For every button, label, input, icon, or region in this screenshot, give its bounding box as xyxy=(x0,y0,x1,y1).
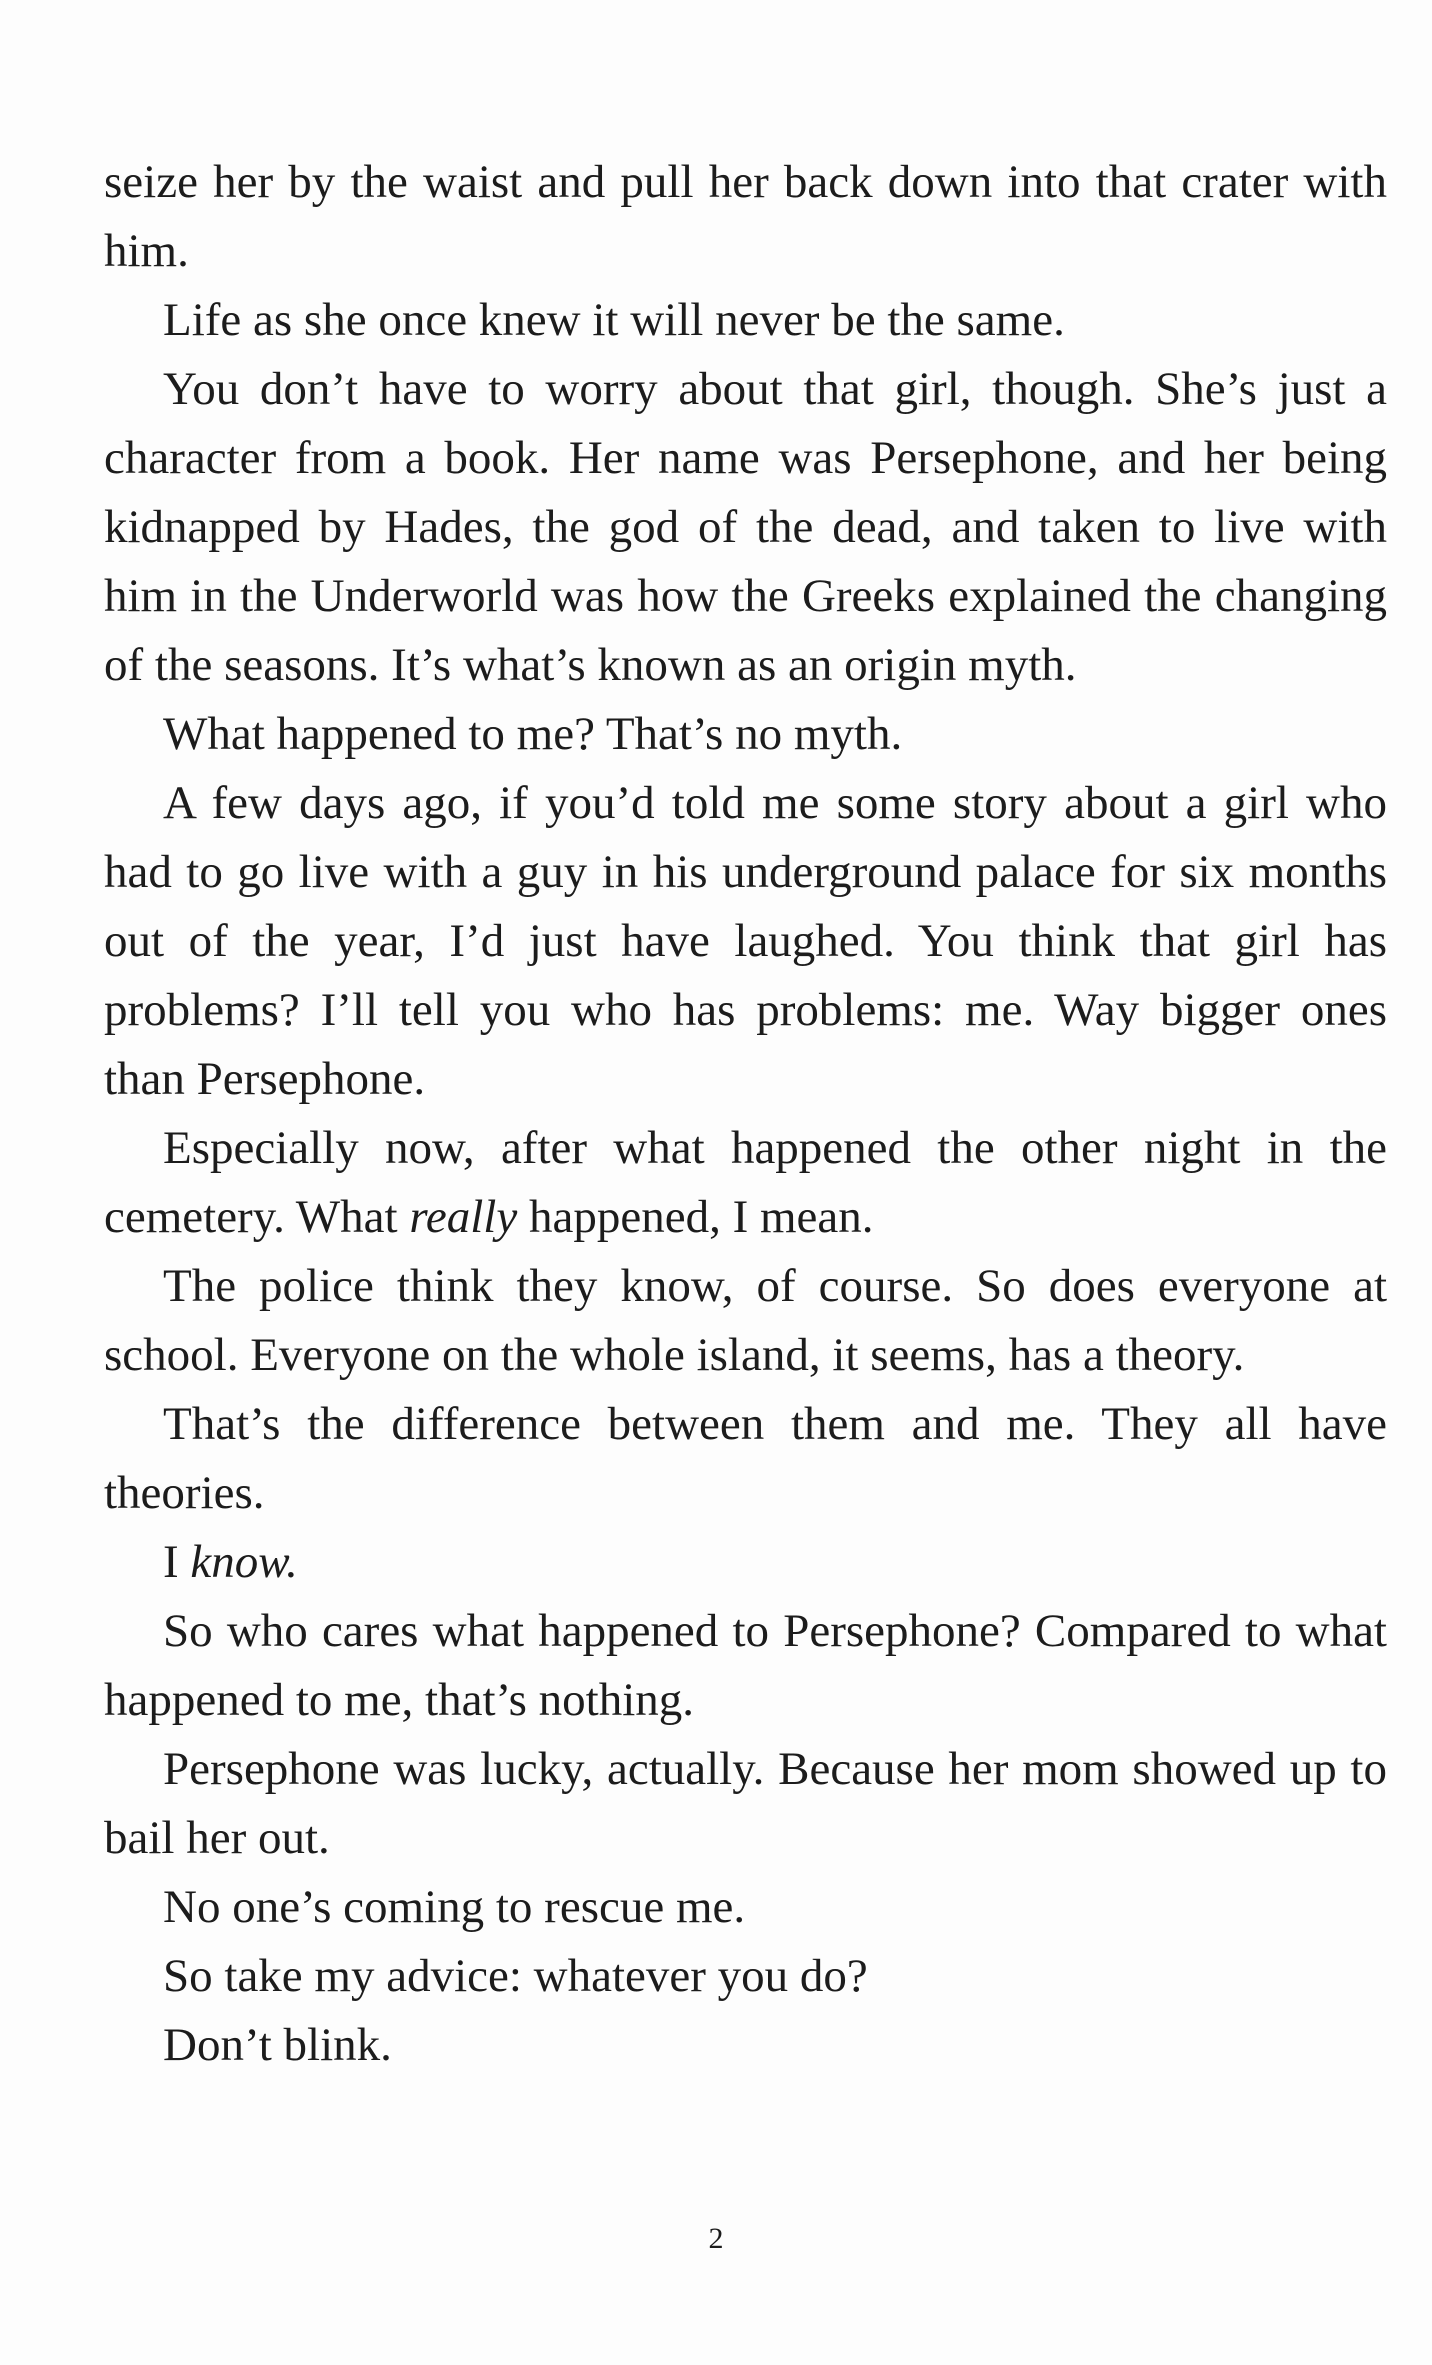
paragraph xyxy=(104,1528,1387,1597)
paragraph: seize her by the waist and pull her back down into that crater with him. xyxy=(104,156,1387,277)
paragraph xyxy=(104,1114,1387,1252)
paragraph: The police think they know, of course. So does everyone at school. Everyone on the whole island, it seems, has a theory. xyxy=(104,1260,1387,1381)
paragraph: Life as she once knew it will never be the same. xyxy=(163,294,1065,346)
paragraph-text: I xyxy=(163,1536,191,1588)
paragraph: Don’t blink. xyxy=(163,2019,392,2071)
paragraph: No one’s coming to rescue me. xyxy=(163,1881,746,1933)
paragraph: Persephone was lucky, actually. Because her mom showed up to bail her out. xyxy=(104,1743,1387,1864)
paragraph: That’s the difference between them and me. They all have theories. xyxy=(104,1398,1387,1519)
emphasized-word: know. xyxy=(190,1536,298,1588)
paragraph: What happened to me? That’s no myth. xyxy=(163,708,903,760)
paragraph: So take my advice: whatever you do? xyxy=(163,1950,868,2002)
paragraph-text: happened, I mean. xyxy=(517,1191,874,1243)
paragraph: So who cares what happened to Persephone? Compared to what happened to me, that’s nothing. xyxy=(104,1605,1387,1726)
paragraph: A few days ago, if you’d told me some story about a girl who had to go live with a guy in his underground palace for six months out of the year, I’d just have laughed. You think that girl has problems? I’ll tell you who has problems: me. Way bigger ones than Persephone. xyxy=(104,777,1387,1105)
emphasized-word: really xyxy=(409,1191,518,1243)
body-text xyxy=(104,148,1387,2080)
page-number: 2 xyxy=(708,2222,724,2255)
paragraph: You don’t have to worry about that girl, though. She’s just a character from a book. Her name was Persephone, and her being kidnapped by Hades, the god of the dead, and taken to live with him in the Underworld was how the Greeks explained the changing of the seasons. It’s what’s known as an origin myth. xyxy=(104,363,1387,691)
paragraph-text: Especially now, after what happened the other night in the cemetery. What xyxy=(104,1122,1387,1243)
